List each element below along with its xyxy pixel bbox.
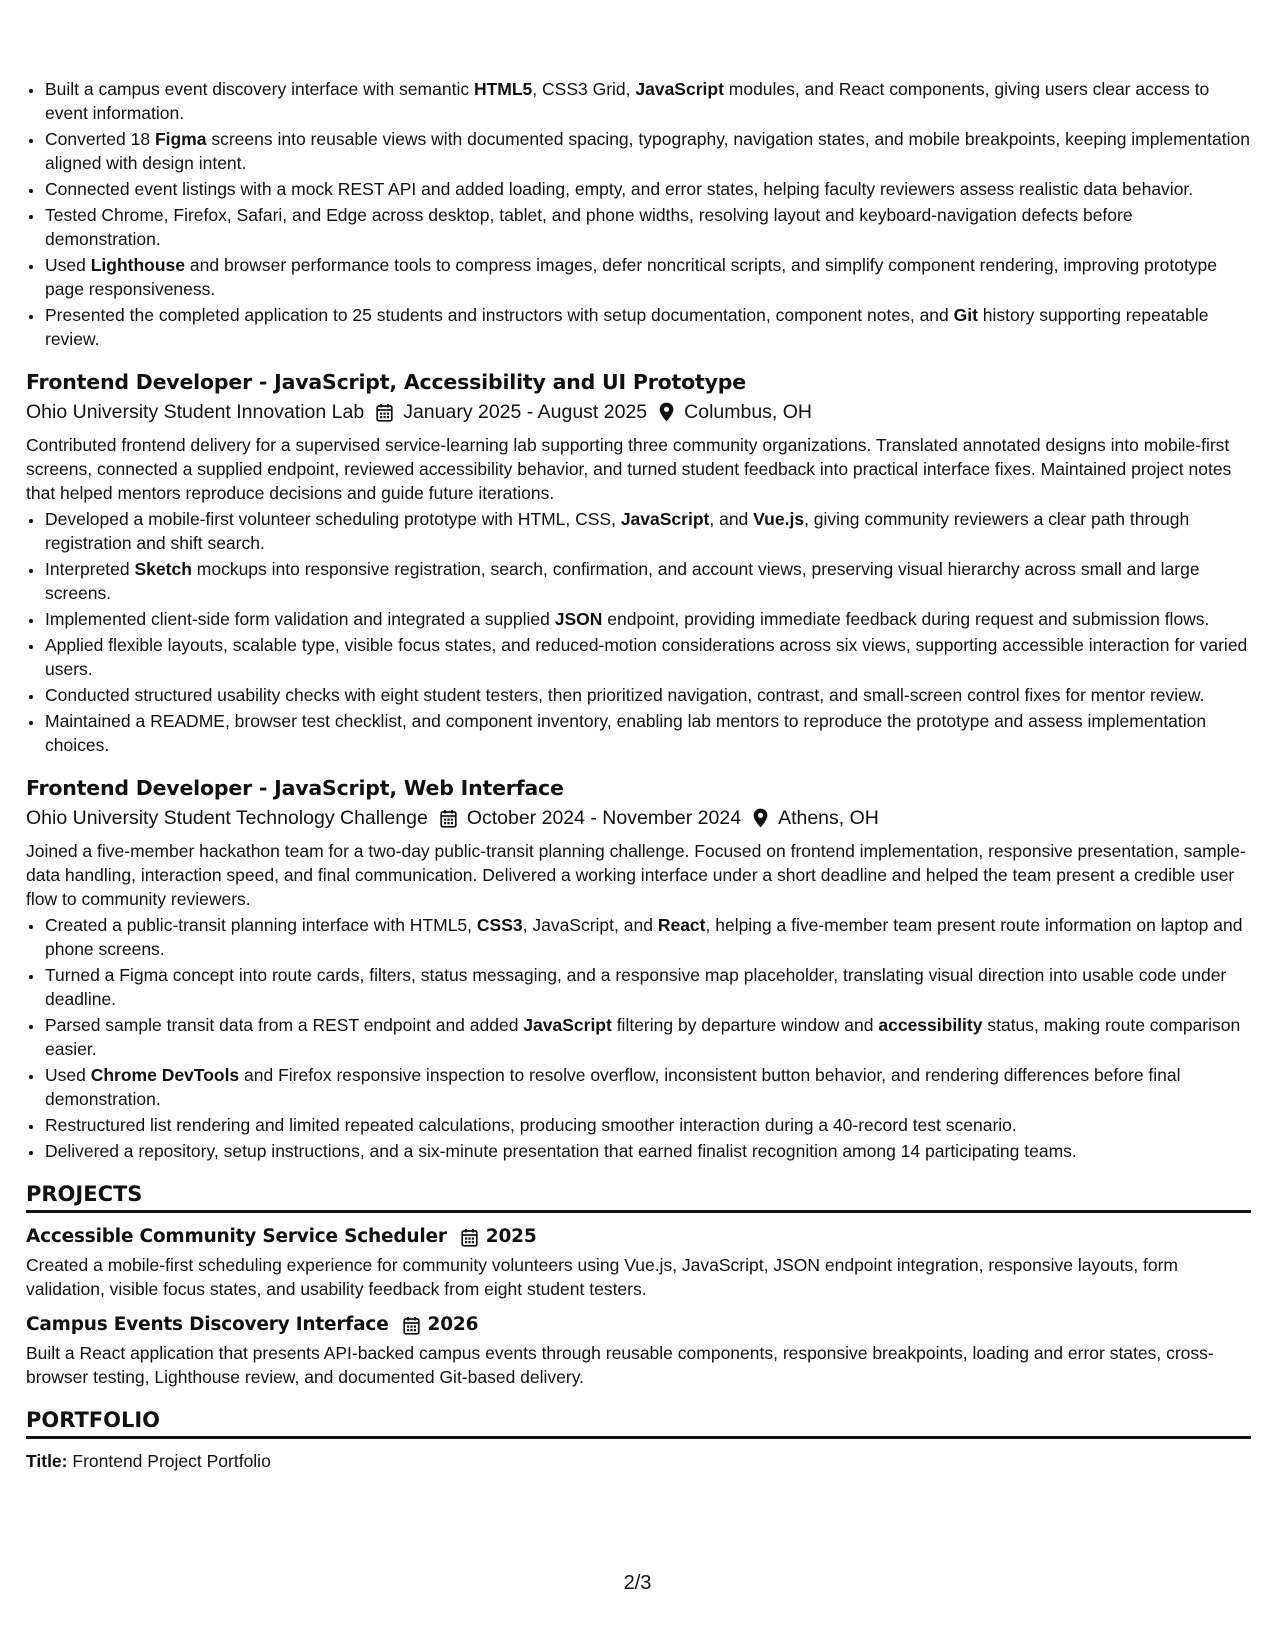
- date-icon-wrap: [403, 1316, 420, 1335]
- bullet-item: [44, 607, 1251, 631]
- bullet-item: [44, 203, 1251, 251]
- bullet-keyword: CSS3: [476, 915, 523, 935]
- bullet-keyword: accessibility: [878, 1015, 983, 1035]
- job-location: Athens, OH: [778, 807, 879, 829]
- bullet-keyword: JavaScript: [635, 79, 724, 99]
- bullet-item: [44, 963, 1251, 1011]
- calendar-icon: [440, 809, 457, 828]
- project-year: 2025: [485, 1226, 537, 1247]
- bullet-item: [44, 253, 1251, 301]
- project-description: Built a React application that presents API-backed campus events through reusable components, responsive breakpoints, loading and error states, cross-browser testing, Lighthouse review, and documented Git-based delivery.: [26, 1343, 1214, 1387]
- job-organization: Ohio University Student Innovation Lab: [26, 401, 365, 423]
- bullet-item: [44, 913, 1251, 961]
- bullet-item: [44, 683, 1251, 707]
- portfolio-title-label: Title:: [26, 1451, 68, 1471]
- bullet-text: history supporting repeatable review.: [45, 305, 1209, 349]
- bullet-text: screens into reusable views with documented spacing, typography, navigation states, and mobile breakpoints, keeping implementation aligned with design intent.: [45, 129, 1250, 173]
- bullet-item: [44, 507, 1251, 555]
- project-title: Accessible Community Service Scheduler: [26, 1226, 447, 1247]
- bullet-text: and Firefox responsive inspection to resolve overflow, inconsistent button behavior, and rendering differences before final demonstration.: [45, 1065, 1181, 1109]
- bullet-text: and browser performance tools to compress images, defer noncritical scripts, and simplify component rendering, improving prototype page responsiveness.: [45, 255, 1218, 299]
- calendar-icon: [461, 1228, 478, 1247]
- bullet-keyword: Figma: [154, 129, 207, 149]
- map-pin-icon: [659, 402, 674, 422]
- bullet-item: [44, 77, 1251, 125]
- bullet-text: Applied flexible layouts, scalable type, visible focus states, and reduced-motion considerations across six views, supporting accessible interaction for varied users.: [45, 635, 1248, 679]
- bullet-text: Implemented client-side form validation and integrated a supplied: [45, 609, 555, 629]
- job-summary: Joined a five-member hackathon team for a two-day public-transit planning challenge. Focused on frontend implementation, responsive presentation, sample-data handling, interaction speed, and final communication. Delivered a working interface under a short deadline and helped the team present a credible user flow to community reviewers.: [26, 841, 1246, 909]
- bullet-text: , CSS3 Grid,: [532, 79, 636, 99]
- experience-entry: [26, 775, 1251, 1163]
- bullet-text: Used: [45, 1065, 91, 1085]
- bullet-keyword: Sketch: [134, 559, 192, 579]
- bullet-keyword: Vue.js: [753, 509, 805, 529]
- bullet-item: [44, 1113, 1251, 1137]
- project-year: 2026: [427, 1314, 479, 1335]
- job-bullets: [26, 507, 1251, 757]
- bullet-text: Connected event listings with a mock REST API and added loading, empty, and error states, helping faculty reviewers assess realistic data behavior.: [45, 179, 1194, 199]
- bullet-text: filtering by departure window and: [611, 1015, 879, 1035]
- job-dates: January 2025 - August 2025: [403, 401, 648, 423]
- bullet-item: [44, 303, 1251, 351]
- bullet-keyword: JavaScript: [620, 509, 710, 529]
- bullet-text: Parsed sample transit data from a REST endpoint and added: [45, 1015, 524, 1035]
- project-description: Created a mobile-first scheduling experience for community volunteers using Vue.js, JavaScript, JSON endpoint integration, responsive layouts, form validation, visible focus states, and usability feedback from eight student testers.: [26, 1255, 1178, 1299]
- bullet-keyword: React: [657, 915, 706, 935]
- job-location: Columbus, OH: [684, 401, 813, 423]
- bullet-keyword: Chrome DevTools: [90, 1065, 240, 1085]
- bullet-keyword: JSON: [554, 609, 603, 629]
- bullet-item: [44, 1139, 1251, 1163]
- job-title: Frontend Developer - JavaScript, Web Interface: [26, 776, 564, 800]
- bullet-item: [44, 709, 1251, 757]
- project-title-row: [26, 1313, 1251, 1337]
- bullet-text: Delivered a repository, setup instructions, and a six-minute presentation that earned finalist recognition among 14 participating teams.: [45, 1141, 1077, 1161]
- location-icon-wrap: [753, 808, 768, 828]
- bullet-text: , JavaScript, and: [522, 915, 658, 935]
- bullet-item: [44, 127, 1251, 175]
- bullet-keyword: Lighthouse: [90, 255, 186, 275]
- bullet-text: Tested Chrome, Firefox, Safari, and Edge across desktop, tablet, and phone widths, resolving layout and keyboard-navigation defects before demonstration.: [45, 205, 1133, 249]
- project-entry: [26, 1313, 1251, 1389]
- job-summary: Contributed frontend delivery for a supervised service-learning lab supporting three community organizations. Translated annotated designs into mobile-first screens, connected a supplied endpoint, reviewed accessibility behavior, and turned student feedback into practical interface fixes. Maintained project notes that helped mentors reproduce decisions and guide future iterations.: [26, 435, 1232, 503]
- job-title: Frontend Developer - JavaScript, Accessibility and UI Prototype: [26, 370, 746, 394]
- experience-entry: [26, 369, 1251, 757]
- calendar-icon: [376, 403, 393, 422]
- project-entry: [26, 1225, 1251, 1301]
- portfolio-title-line: [26, 1449, 1251, 1473]
- date-icon-wrap: [440, 809, 457, 828]
- experience-list: [26, 369, 1251, 1163]
- bullet-text: , giving community reviewers a clear path through registration and shift search.: [45, 509, 1190, 553]
- bullet-text: , helping a five-member team present route information on laptop and phone screens.: [45, 915, 1243, 959]
- portfolio-title-value: Frontend Project Portfolio: [72, 1451, 271, 1471]
- bullet-text: Presented the completed application to 25 students and instructors with setup documentation, component notes, and: [45, 305, 954, 325]
- job-organization: Ohio University Student Technology Challenge: [26, 807, 428, 829]
- bullet-text: Restructured list rendering and limited repeated calculations, producing smoother interaction during a 40-record test scenario.: [45, 1115, 1017, 1135]
- page-content: [26, 77, 1251, 1473]
- project-title: Campus Events Discovery Interface: [26, 1314, 389, 1335]
- bullet-item: [44, 177, 1251, 201]
- bullet-text: modules, and React components, giving users clear access to event information.: [45, 79, 1210, 123]
- map-pin-icon: [753, 808, 768, 828]
- bullet-keyword: JavaScript: [523, 1015, 612, 1035]
- calendar-icon: [403, 1316, 420, 1335]
- project-title-row: [26, 1225, 1251, 1249]
- bullet-text: Created a public-transit planning interface with HTML5,: [45, 915, 477, 935]
- bullet-text: Conducted structured usability checks with eight student testers, then prioritized navigation, contrast, and small-screen control fixes for mentor review.: [45, 685, 1205, 705]
- job-dates: October 2024 - November 2024: [466, 807, 742, 829]
- projects-list: [26, 1225, 1251, 1389]
- bullet-item: [44, 557, 1251, 605]
- bullet-text: Maintained a README, browser test checklist, and component inventory, enabling lab mentors to reproduce the prototype and assess implementation choices.: [45, 711, 1207, 755]
- bullet-text: Turned a Figma concept into route cards, filters, status messaging, and a responsive map placeholder, translating visual direction into usable code under deadline.: [45, 965, 1227, 1009]
- bullet-text: status, making route comparison easier.: [45, 1015, 1241, 1059]
- section-heading-portfolio: PORTFOLIO: [26, 1407, 1251, 1439]
- bullet-keyword: HTML5: [473, 79, 533, 99]
- bullet-text: Used: [45, 255, 91, 275]
- bullet-item: [44, 1013, 1251, 1061]
- prior-experience-bullets: [26, 77, 1251, 351]
- job-meta: [26, 399, 1251, 425]
- page-number: 2/3: [623, 1572, 652, 1594]
- bullet-text: endpoint, providing immediate feedback during request and submission flows.: [602, 609, 1210, 629]
- location-icon-wrap: [659, 402, 674, 422]
- bullet-text: Converted 18: [45, 129, 155, 149]
- job-bullets: [26, 913, 1251, 1163]
- bullet-text: , and: [709, 509, 754, 529]
- date-icon-wrap: [461, 1228, 478, 1247]
- job-meta: [26, 805, 1251, 831]
- bullet-item: [44, 1063, 1251, 1111]
- bullet-item: [44, 633, 1251, 681]
- bullet-keyword: Git: [953, 305, 978, 325]
- bullet-text: Interpreted: [45, 559, 135, 579]
- bullet-text: Built a campus event discovery interface with semantic: [45, 79, 474, 99]
- bullet-text: Developed a mobile-first volunteer scheduling prototype with HTML, CSS,: [45, 509, 621, 529]
- section-heading-projects: PROJECTS: [26, 1181, 1251, 1213]
- bullet-text: mockups into responsive registration, search, confirmation, and account views, preserving visual hierarchy across small and large screens.: [45, 559, 1200, 603]
- date-icon-wrap: [376, 403, 393, 422]
